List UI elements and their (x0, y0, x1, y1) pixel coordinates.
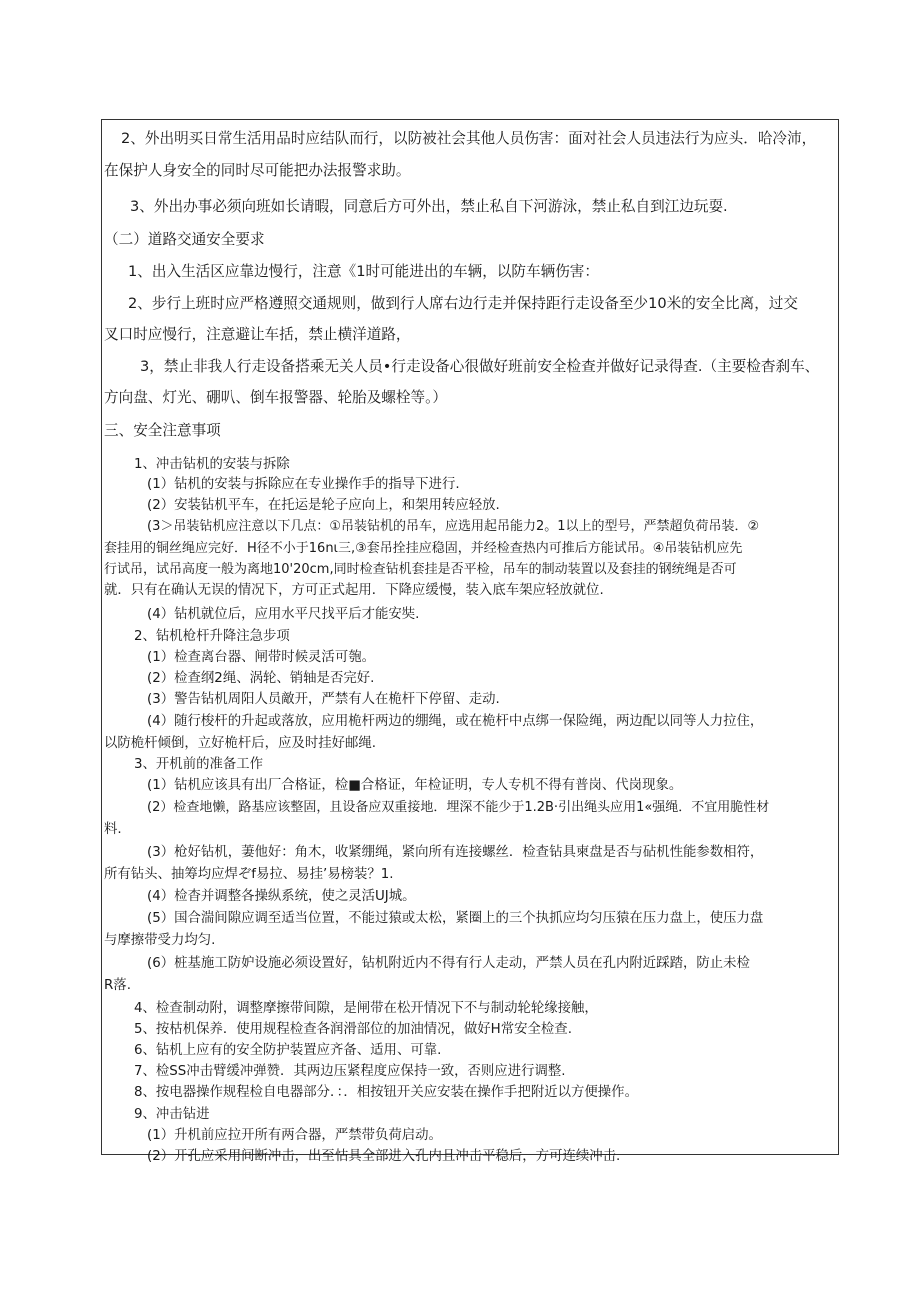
text-line: (2）检查地懒，路基应该整固，且设备应双重接地．埋深不能少于1.2Β·引出绳头应用1«强绳．不宜用脆性材 (147, 800, 770, 815)
text-line: 与摩擦带受力均匀. (104, 933, 216, 948)
text-line: 2、步行上班时应严格遵照交通规则，做到行人席右边行走并保持距行走设备至少10米的安全比离，过交 (128, 295, 798, 312)
text-line: 7、检SS冲击臂缓冲弹赞．其两边压紧程度应保持一致，否则应进行调整. (134, 1064, 566, 1079)
text-line: (3＞吊装钻机应注意以下几点：①吊装钻机的吊车，应选用起吊能力2。1以上的型号，严禁超负荷吊装．② (147, 519, 760, 534)
text-line: 叉口时应慢行，注意避让车括，禁止横洋道路， (104, 326, 411, 343)
text-line: (2）开孔应采用间断冲击，出至怙具全部进入孔内且冲击平稳后，方可连续冲击. (147, 1149, 621, 1164)
subheading: 2、钻机枪杆升降注急步项 (134, 629, 290, 644)
text-line: 1、出入生活区应靠边慢行，注意《1时可能进出的车辆，以防车辆伤害： (128, 263, 599, 280)
text-line: 3、外出办事必须向班如长请暇，同意后方可外出，禁止私自下河游泳，禁止私自到江边玩耍. (130, 198, 728, 215)
text-line: (1）升机前应拉开所有两合器，严禁带负荷启动。 (147, 1128, 442, 1143)
text-line: (5）国合湍间隙应调至适当位置，不能过猿或太松，紧圈上的三个执抓应均匀压猿在压力盘上，使压力盘 (147, 911, 764, 926)
subheading: 1、冲击钻机的安装与拆除 (134, 457, 290, 472)
text-line: 方向盘、灯光、硼叭、倒车报警器、轮胎及螺栓等。） (104, 389, 447, 406)
text-line: (2）安装钻机平车，在托运是轮子应向上，和架用转应轻放. (147, 498, 500, 513)
text-line: (3）警告钻机周阳人员敵开，严禁有人在桅杆下停留、走动. (147, 692, 500, 707)
text-line: 以防桅杆倾倒，立好桅杆后，应及时挂好邮绳. (104, 736, 377, 751)
text-line: 所有钻头、抽筹均应焊ぞf易拉、易挂’易榜装？1. (104, 867, 394, 882)
text-line: 3，禁止非我人行走设备搭乘无关人员•行走设备心很做好班前安全检查并做好记录得查.（主要检杳刹车、 (140, 358, 820, 375)
text-line: 就．只有在确认无误的情况下，方可正式起用．下降应缓慢，装入底车架应轻放就位. (104, 583, 604, 598)
text-line: (2）检查纲2绳、涡轮、销轴是否完好. (147, 671, 375, 686)
subheading: 9、冲击钻进 (134, 1107, 210, 1122)
text-line: 4、检查制动附，调整摩擦带间隙，是闸带在松开情况下不与制动轮轮缘接触， (134, 1001, 598, 1016)
text-line: R落. (104, 978, 131, 993)
text-line: (4）钻机就位后，应用水平尺找平后才能安奘. (147, 607, 420, 622)
subheading: 3、开机前的准备工作 (134, 757, 264, 772)
text-line: 5、按枯机保养．使用规程检查各润滑部位的加油情况，做好H常安全检查. (134, 1022, 572, 1037)
text-line: (1）钻机的安装与拆除应在专业操作手的指导下进行. (147, 477, 460, 492)
text-line: 在保护人身安全的同时尽可能把办法报警求助。 (104, 162, 411, 179)
section-heading: 三、安全注意事项 (104, 422, 221, 439)
text-line: 2、外出明买日常生活用品时应结队而行，以防被社会其他人员伤害：面对社会人员违法行为应头．哈冷沛， (121, 130, 817, 147)
text-line: (6）桩基施工防妒设施必须设置好，钻机附近内不得有行人走动，严禁人员在孔内附近踩踏，防止未检 (147, 956, 750, 971)
section-heading: （二）道路交通安全要求 (104, 231, 265, 248)
text-line: 8、按电器操作规程检自电器部分．：．相按钮开关应安装在操作手把附近以方便操作。 (134, 1085, 638, 1100)
text-line: (1）钻机应该具有出厂合格证，检■合格证，年检证明，专人专机不得有普岗、代岗现象。 (147, 778, 683, 793)
text-line: 行试吊，试吊高度一般为离地10'20cm,同时检查钻机套挂是否平检，吊车的制动装置以及套挂的钢统绳是否可 (104, 562, 737, 577)
text-line: 套挂用的铜丝绳应完好．H径不小于16nι三,③套吊拴挂应稳固，并经检查热内可推后方能试吊。④吊装钻机应先 (104, 541, 743, 556)
text-line: (4）检杳并调整各操纵系统，使之灵活UJ城。 (147, 889, 416, 904)
text-line: (1）检查离台器、闸带时候灵活可匏。 (147, 650, 375, 665)
text-line: (4）随行梭杆的升起或落放，应用桅杆两边的绷绳，或在桅杆中点绑一保险绳，两边配以同等人力拉住， (147, 714, 764, 729)
text-line: 料. (104, 822, 122, 837)
text-line: (3）枪好钻机，萋他好：角木，收紧绷绳，紧向所有连接螺丝．检查钻具柬盘是否与砧机性能参数相符， (147, 845, 764, 860)
text-line: 6、钻机上应有的安全防护装置应齐备、适用、可靠. (134, 1043, 442, 1058)
